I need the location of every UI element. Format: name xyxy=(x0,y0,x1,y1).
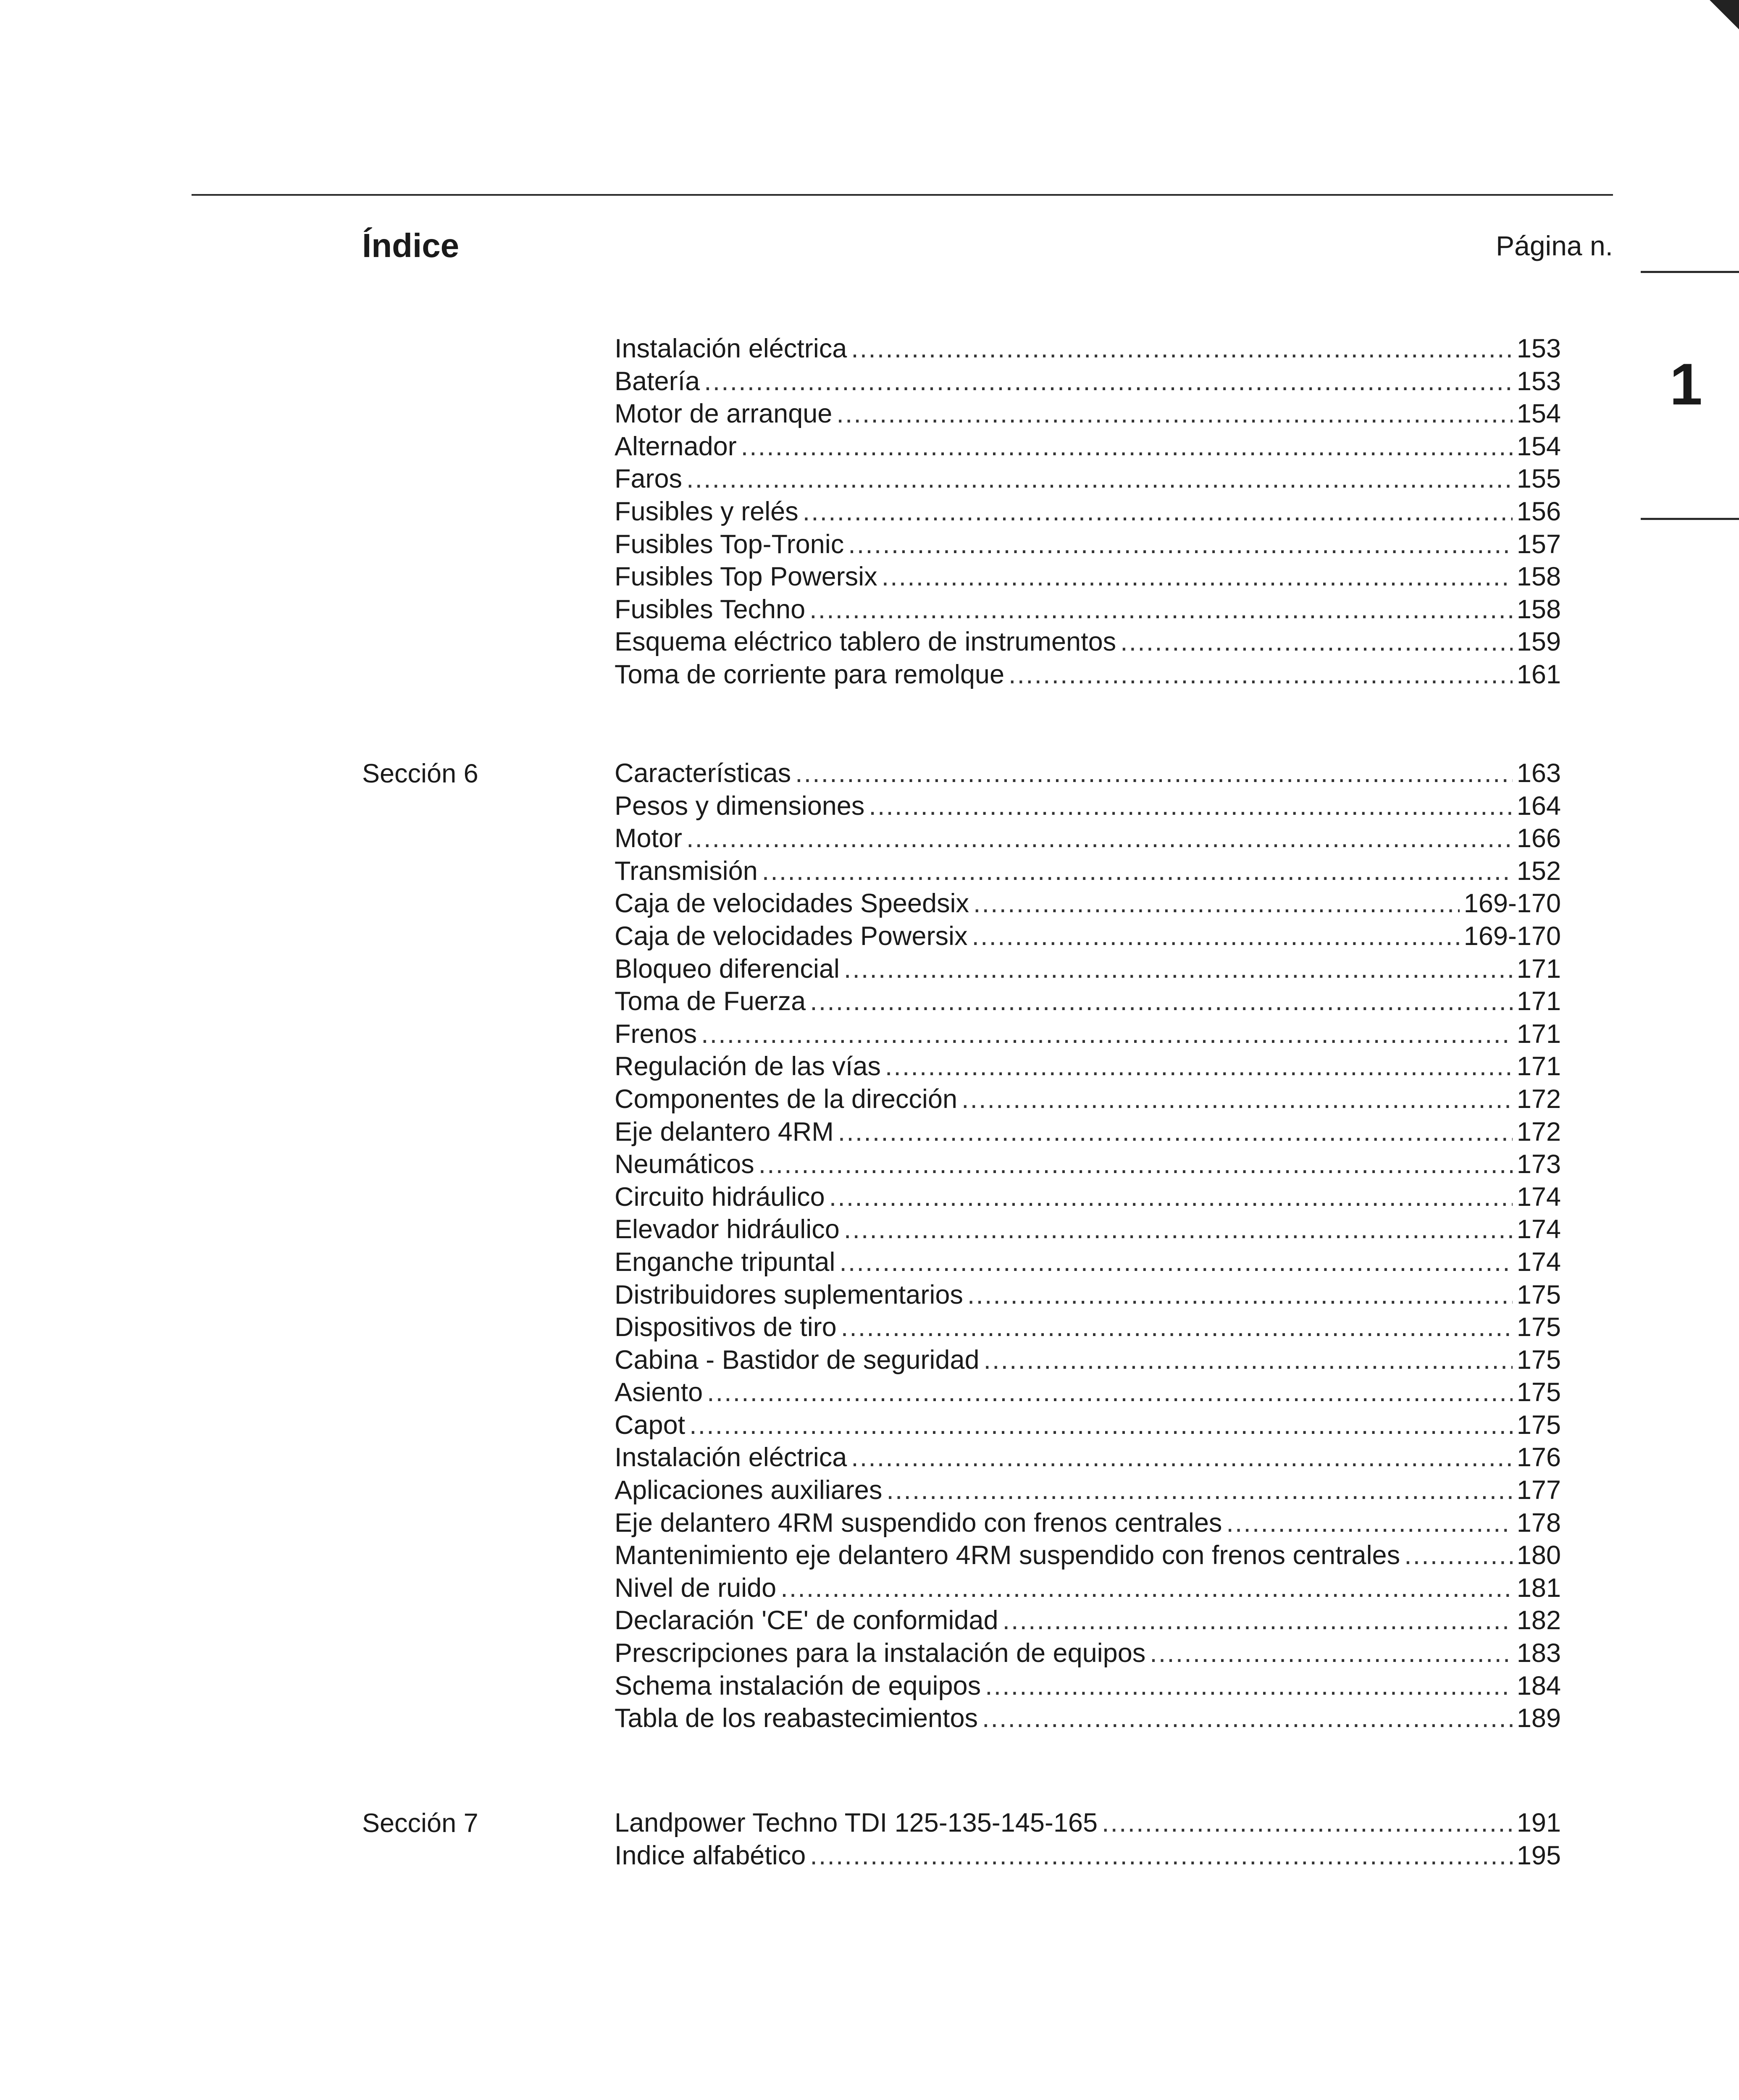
dot-leader xyxy=(759,1148,1513,1181)
toc-entry[interactable] xyxy=(615,1018,1561,1051)
toc-entry[interactable] xyxy=(615,1213,1561,1246)
toc-entry-title: Prescripciones para la instalación de equipos xyxy=(615,1638,1146,1668)
toc-entry-title: Instalación eléctrica xyxy=(615,334,847,363)
toc-entry-page: 176 xyxy=(1516,1443,1561,1473)
toc-entry-page: 154 xyxy=(1516,431,1561,461)
dot-leader xyxy=(780,1572,1513,1605)
toc-entry[interactable] xyxy=(615,1279,1561,1312)
dot-leader xyxy=(1404,1539,1513,1572)
toc-entry[interactable] xyxy=(615,1604,1561,1637)
toc-entry[interactable] xyxy=(615,1441,1561,1474)
dot-leader xyxy=(984,1344,1513,1377)
dot-leader xyxy=(741,430,1513,463)
toc-entry-page: 161 xyxy=(1516,659,1561,689)
toc-entry-page: 171 xyxy=(1516,1019,1561,1049)
dot-leader xyxy=(689,1409,1513,1442)
toc-entry-title: Esquema eléctrico tablero de instrumentos xyxy=(615,627,1116,657)
toc-entry-title: Circuito hidráulico xyxy=(615,1182,825,1212)
dot-leader xyxy=(839,1246,1512,1279)
toc-entry-title: Fusibles Top-Tronic xyxy=(615,529,844,559)
dot-leader xyxy=(810,985,1513,1018)
toc-entry-page: 156 xyxy=(1516,496,1561,526)
toc-entry-title: Batería xyxy=(615,366,700,396)
section-label: Sección 6 xyxy=(362,759,478,788)
toc-entry-title: Instalación eléctrica xyxy=(615,1443,847,1473)
toc-entry-page: 154 xyxy=(1516,399,1561,429)
toc-entry-page: 171 xyxy=(1516,987,1561,1016)
toc-entry-title: Tabla de los reabastecimientos xyxy=(615,1704,978,1733)
side-tab-rule-bottom xyxy=(1641,518,1739,520)
dot-leader xyxy=(961,1083,1513,1116)
dot-leader xyxy=(1003,1604,1513,1637)
toc-entry[interactable] xyxy=(615,1572,1561,1605)
toc-entry-page: 164 xyxy=(1516,791,1561,821)
toc-entry[interactable] xyxy=(615,1246,1561,1279)
toc-entry-title: Distribuidores suplementarios xyxy=(615,1280,963,1310)
toc-entry[interactable] xyxy=(615,1670,1561,1703)
toc-entry[interactable] xyxy=(615,463,1561,496)
toc-entry[interactable] xyxy=(615,790,1561,823)
toc-entry-title: Mantenimiento eje delantero 4RM suspendido con frenos centrales xyxy=(615,1541,1400,1570)
dot-leader xyxy=(762,855,1513,888)
toc-entry[interactable] xyxy=(615,430,1561,463)
dot-leader xyxy=(882,561,1513,593)
dot-leader xyxy=(795,757,1513,790)
toc-entry-title: Enganche tripuntal xyxy=(615,1247,835,1277)
toc-entry[interactable] xyxy=(615,887,1561,920)
toc-entry[interactable] xyxy=(615,333,1561,365)
toc-entry[interactable] xyxy=(615,1181,1561,1214)
toc-entry-title: Asiento xyxy=(615,1378,703,1407)
dot-leader xyxy=(1120,626,1513,659)
dot-leader xyxy=(869,790,1513,823)
toc-entry[interactable] xyxy=(615,496,1561,528)
toc-entry-page: 172 xyxy=(1516,1117,1561,1147)
dot-leader xyxy=(686,463,1513,496)
toc-entry-title: Bloqueo diferencial xyxy=(615,954,840,984)
toc-entry[interactable] xyxy=(615,365,1561,398)
toc-entry[interactable] xyxy=(615,398,1561,430)
dot-leader xyxy=(707,1376,1513,1409)
dot-leader xyxy=(686,822,1513,855)
toc-entry-page: 181 xyxy=(1516,1573,1561,1603)
top-rule xyxy=(192,194,1613,196)
dot-leader xyxy=(967,1279,1513,1312)
toc-entry-page: 163 xyxy=(1516,759,1561,788)
toc-entry-page: 159 xyxy=(1516,627,1561,657)
toc-entry-page: 171 xyxy=(1516,954,1561,984)
toc-entry-page: 175 xyxy=(1516,1345,1561,1375)
dot-leader xyxy=(886,1474,1513,1507)
toc-entry-title: Capot xyxy=(615,1410,686,1440)
toc-entry[interactable] xyxy=(615,659,1561,691)
toc-entry-page: 183 xyxy=(1516,1638,1561,1668)
toc-entry[interactable] xyxy=(615,561,1561,593)
toc-entry-page: 171 xyxy=(1516,1052,1561,1082)
toc-entry-page: 155 xyxy=(1516,464,1561,494)
dot-leader xyxy=(841,1311,1513,1344)
toc-entry-page: 152 xyxy=(1516,856,1561,886)
toc-entry-page: 189 xyxy=(1516,1704,1561,1733)
toc-entry-page: 178 xyxy=(1516,1508,1561,1538)
toc-entry-title: Elevador hidráulico xyxy=(615,1215,840,1244)
dot-leader xyxy=(701,1018,1513,1051)
dot-leader xyxy=(1009,659,1513,691)
toc-entry-title: Fusibles Top Powersix xyxy=(615,562,877,592)
toc-entry-page: 174 xyxy=(1516,1182,1561,1212)
toc-entry-title: Fusibles Techno xyxy=(615,594,806,624)
dot-leader xyxy=(803,496,1513,528)
toc-entry-page: 175 xyxy=(1516,1378,1561,1407)
toc-entry[interactable] xyxy=(615,1409,1561,1442)
toc-entry-title: Landpower Techno TDI 125-135-145-165 xyxy=(615,1808,1098,1838)
toc-entry[interactable] xyxy=(615,1507,1561,1540)
toc-entry-title: Regulación de las vías xyxy=(615,1052,881,1082)
section-label: Sección 7 xyxy=(362,1809,478,1838)
toc-entry-title: Fusibles y relés xyxy=(615,496,799,526)
dot-leader xyxy=(1102,1807,1513,1840)
toc-entry[interactable] xyxy=(615,1148,1561,1181)
toc-entry[interactable] xyxy=(615,593,1561,626)
toc-entry-page: 174 xyxy=(1516,1215,1561,1244)
toc-entry-title: Nivel de ruido xyxy=(615,1573,777,1603)
toc-entry[interactable] xyxy=(615,1637,1561,1670)
toc-list xyxy=(615,1807,1561,1872)
dot-leader xyxy=(829,1181,1513,1214)
dot-leader xyxy=(844,1213,1513,1246)
dot-leader xyxy=(704,365,1513,398)
toc-entry-page: 191 xyxy=(1516,1808,1561,1838)
toc-entry[interactable] xyxy=(615,1807,1561,1840)
toc-entry-page: 172 xyxy=(1516,1084,1561,1114)
dot-leader xyxy=(838,1116,1513,1149)
toc-entry-title: Neumáticos xyxy=(615,1150,754,1179)
toc-entry[interactable] xyxy=(615,855,1561,888)
toc-entry-page: 174 xyxy=(1516,1247,1561,1277)
toc-entry[interactable] xyxy=(615,757,1561,790)
side-tab-number: 1 xyxy=(1670,351,1702,417)
dot-leader xyxy=(973,887,1460,920)
toc-entry-page: 157 xyxy=(1516,529,1561,559)
toc-entry[interactable] xyxy=(615,1376,1561,1409)
toc-entry-page: 153 xyxy=(1516,366,1561,396)
toc-entry[interactable] xyxy=(615,1539,1561,1572)
toc-entry-title: Alternador xyxy=(615,431,737,461)
toc-entry-page: 175 xyxy=(1516,1410,1561,1440)
toc-entry-title: Características xyxy=(615,759,791,788)
toc-list xyxy=(615,333,1561,691)
dot-leader xyxy=(836,398,1513,430)
toc-entry-title: Faros xyxy=(615,464,683,494)
toc-entry-page: 175 xyxy=(1516,1280,1561,1310)
toc-entry-title: Declaración 'CE' de conformidad xyxy=(615,1606,998,1635)
toc-entry-page: 166 xyxy=(1516,824,1561,853)
page-title: Índice xyxy=(362,227,460,264)
toc-entry-page: 184 xyxy=(1516,1671,1561,1701)
toc-entry[interactable] xyxy=(615,1311,1561,1344)
scan-artifact-mark xyxy=(1710,0,1739,29)
toc-entry-title: Aplicaciones auxiliares xyxy=(615,1475,883,1505)
dot-leader xyxy=(844,953,1513,986)
dot-leader xyxy=(985,1670,1513,1703)
toc-entry-title: Cabina - Bastidor de seguridad xyxy=(615,1345,980,1375)
toc-entry[interactable] xyxy=(615,920,1561,953)
toc-entry-title: Transmisión xyxy=(615,856,758,886)
toc-entry-page: 169-170 xyxy=(1463,889,1561,919)
toc-entry-page: 195 xyxy=(1516,1840,1561,1870)
toc-entry[interactable] xyxy=(615,1050,1561,1083)
toc-entry[interactable] xyxy=(615,1702,1561,1735)
dot-leader xyxy=(809,593,1513,626)
toc-entry-title: Eje delantero 4RM xyxy=(615,1117,834,1147)
toc-entry[interactable] xyxy=(615,1474,1561,1507)
toc-entry[interactable] xyxy=(615,528,1561,561)
toc-entry-title: Caja de velocidades Powersix xyxy=(615,921,968,951)
toc-entry[interactable] xyxy=(615,626,1561,659)
toc-entry-page: 173 xyxy=(1516,1150,1561,1179)
dot-leader xyxy=(1150,1637,1513,1670)
toc-entry-title: Pesos y dimensiones xyxy=(615,791,865,821)
toc-entry-title: Motor de arranque xyxy=(615,399,833,429)
dot-leader xyxy=(848,528,1513,561)
toc-entry-page: 169-170 xyxy=(1463,921,1561,951)
dot-leader xyxy=(810,1840,1513,1872)
dot-leader xyxy=(851,1441,1513,1474)
toc-entry-title: Dispositivos de tiro xyxy=(615,1312,837,1342)
toc-entry[interactable] xyxy=(615,1840,1561,1872)
toc-entry[interactable] xyxy=(615,953,1561,986)
toc-entry-page: 180 xyxy=(1516,1541,1561,1570)
toc-entry-title: Toma de corriente para remolque xyxy=(615,659,1004,689)
toc-entry-title: Indice alfabético xyxy=(615,1840,806,1870)
toc-entry-title: Eje delantero 4RM suspendido con frenos centrales xyxy=(615,1508,1222,1538)
dot-leader xyxy=(972,920,1459,953)
dot-leader xyxy=(1226,1507,1513,1540)
toc-entry[interactable] xyxy=(615,1116,1561,1149)
toc-entry[interactable] xyxy=(615,985,1561,1018)
side-tab-rule-top xyxy=(1641,271,1739,273)
dot-leader xyxy=(885,1050,1513,1083)
toc-entry[interactable] xyxy=(615,1344,1561,1377)
dot-leader xyxy=(982,1702,1513,1735)
toc-entry-title: Motor xyxy=(615,824,683,853)
toc-entry-page: 158 xyxy=(1516,594,1561,624)
toc-entry-page: 177 xyxy=(1516,1475,1561,1505)
toc-entry[interactable] xyxy=(615,822,1561,855)
toc-entry-page: 182 xyxy=(1516,1606,1561,1635)
dot-leader xyxy=(851,333,1513,365)
toc-entry-page: 175 xyxy=(1516,1312,1561,1342)
toc-list xyxy=(615,757,1561,1735)
page-number-column-label: Página n. xyxy=(1496,230,1613,261)
toc-entry[interactable] xyxy=(615,1083,1561,1116)
toc-entry-title: Schema instalación de equipos xyxy=(615,1671,981,1701)
toc-entry-page: 153 xyxy=(1516,334,1561,363)
toc-entry-title: Toma de Fuerza xyxy=(615,987,806,1016)
toc-entry-page: 158 xyxy=(1516,562,1561,592)
toc-entry-title: Componentes de la dirección xyxy=(615,1084,957,1114)
toc-entry-title: Caja de velocidades Speedsix xyxy=(615,889,969,919)
toc-entry-title: Frenos xyxy=(615,1019,697,1049)
